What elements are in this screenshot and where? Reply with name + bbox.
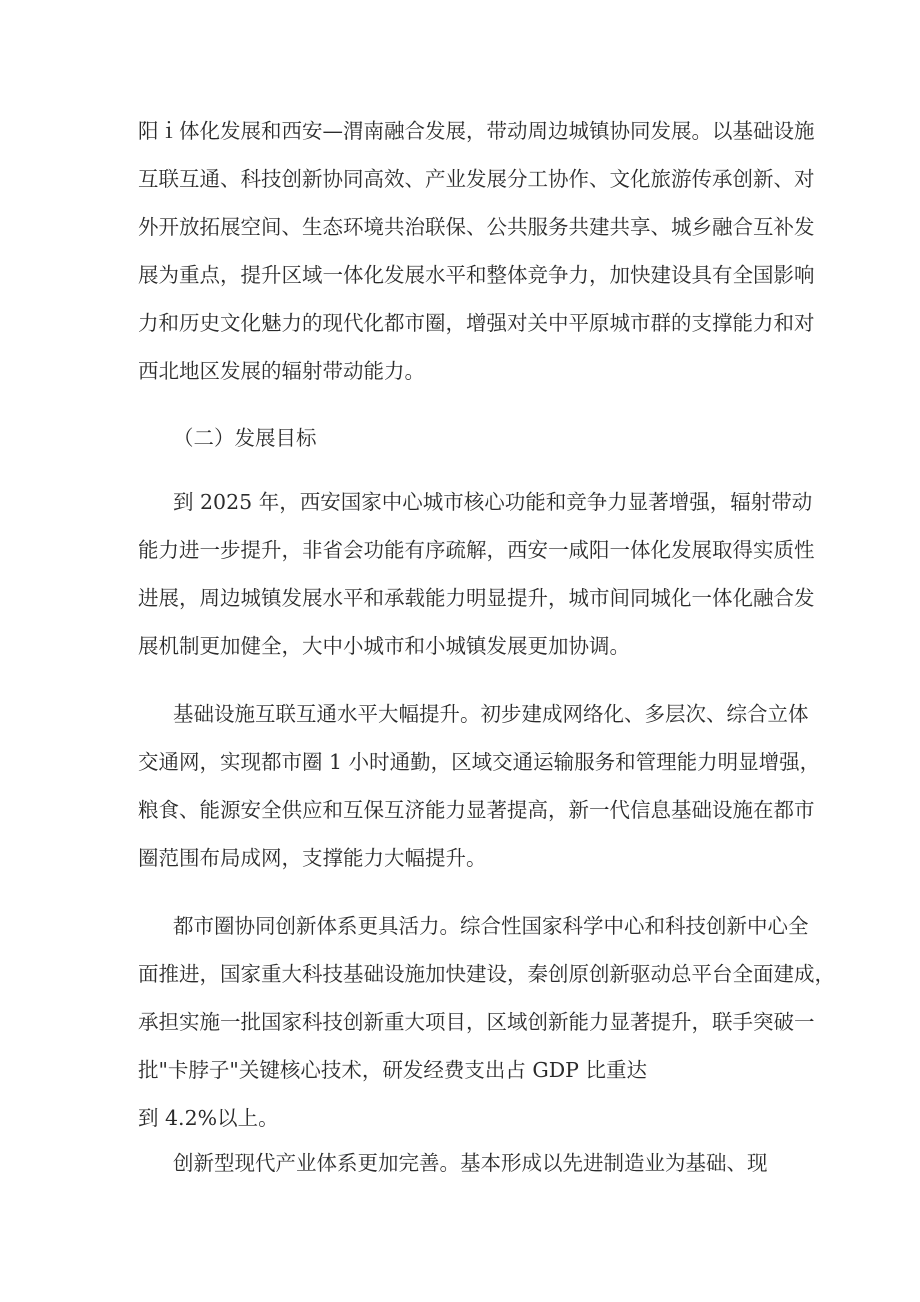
text-line: 都市圈协同创新体系更具活力。综合性国家科学中心和科技创新中心全 xyxy=(173,914,809,938)
text-line: 进展，周边城镇发展水平和承载能力明显提升，城市间同城化一体化融合发 xyxy=(138,586,815,610)
text-line: 圈范围布局成网，支撑能力大幅提升。 xyxy=(138,846,487,870)
text-line: 到 2025 年，西安国家中心城市核心功能和竞争力显著增强，辐射带动 xyxy=(173,490,813,514)
text-line: 创新型现代产业体系更加完善。基本形成以先进制造业为基础、现 xyxy=(173,1151,768,1175)
section-heading: （二）发展目标 xyxy=(173,426,317,450)
text-line: 粮食、能源安全供应和互保互济能力显著提高，新一代信息基础设施在都市 xyxy=(138,798,815,822)
text-line: 批"卡脖子"关键核心技术，研发经费支出占 GDP 比重达 xyxy=(138,1058,647,1082)
text-line: 互联互通、科技创新协同高效、产业发展分工协作、文化旅游传承创新、对 xyxy=(138,167,815,191)
text-line: 承担实施一批国家科技创新重大项目，区域创新能力显著提升，联手突破一 xyxy=(138,1010,815,1034)
text-line: 阳ｉ体化发展和西安—渭南融合发展，带动周边城镇协同发展。以基础设施 xyxy=(138,119,815,143)
text-line: 展为重点，提升区域一体化发展水平和整体竞争力，加快建设具有全国影响 xyxy=(138,263,815,287)
text-line: 西北地区发展的辐射带动能力。 xyxy=(138,359,425,383)
text-line: 能力进一步提升，非省会功能有序疏解，西安一咸阳一体化发展取得实质性 xyxy=(138,538,815,562)
text-line: 力和历史文化魅力的现代化都市圈，增强对关中平原城市群的支撑能力和对 xyxy=(138,311,815,335)
text-line: 面推进，国家重大科技基础设施加快建设，秦创原创新驱动总平台全面建成， xyxy=(138,962,835,986)
text-line: 外开放拓展空间、生态环境共治联保、公共服务共建共享、城乡融合互补发 xyxy=(138,215,815,239)
text-line: 基础设施互联互通水平大幅提升。初步建成网络化、多层次、综合立体 xyxy=(173,702,809,726)
text-line: 到 4.2%以上。 xyxy=(138,1106,279,1130)
text-line: 交通网，实现都市圈 1 小时通勤，区域交通运输服务和管理能力明显增强， xyxy=(138,750,821,774)
text-line: 展机制更加健全，大中小城市和小城镇发展更加协调。 xyxy=(138,634,630,658)
